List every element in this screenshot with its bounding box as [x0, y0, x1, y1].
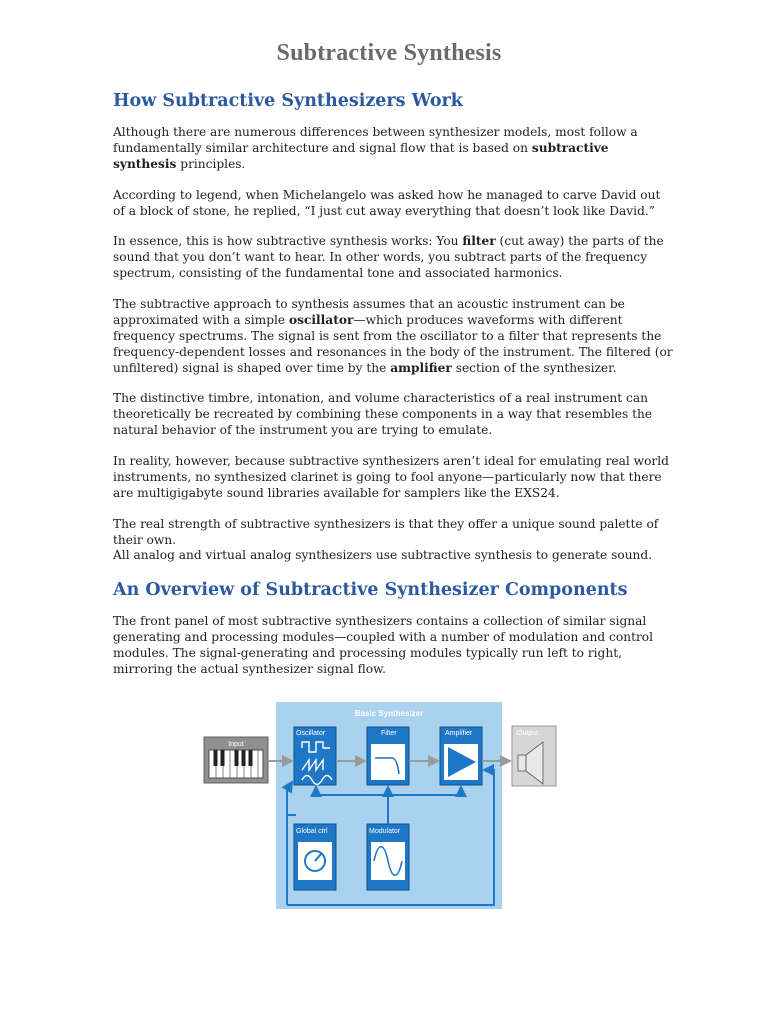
paragraph-9: The front panel of most subtractive synthesizers contains a collection of similar signal generating and processing modules—coupled with a number of modulation and control modules. The signal-generating and processing modules typically run left to right, mirroring the actual synthesizer signal flow.	[113, 614, 654, 676]
page-title: Subtractive Synthesis	[276, 40, 502, 66]
global-ctrl-label: Global ctrl	[296, 828, 328, 835]
oscillator-label: Oscillator	[296, 730, 326, 737]
paragraph-3: In essence, this is how subtractive synthesis works: You filter (cut away) the parts of the sound that you don’t want to hear. In other words, you subtract parts of the frequency spectrum, consisting of the fundamental tone and associated harmonics.	[113, 234, 664, 280]
input-label: Input	[228, 741, 244, 748]
modulator-label: Modulator	[369, 828, 401, 835]
paragraph-5: The distinctive timbre, intonation, and volume characteristics of a real instrument can theoretically be recreated by combining these components in a way that resembles the natural behavior of the instrument you are trying to emulate.	[113, 391, 653, 437]
keyboard-icon	[209, 750, 263, 778]
paragraph-7: The real strength of subtractive synthesizers is that they offer a unique sound palette of their own.	[113, 517, 659, 547]
paragraph-8: All analog and virtual analog synthesizers use subtractive synthesis to generate sound.	[113, 548, 653, 562]
section-heading-how-it-works: How Subtractive Synthesizers Work	[113, 91, 463, 111]
filter-label: Filter	[381, 730, 397, 737]
sine-wave-icon	[371, 842, 405, 880]
paragraph-2: According to legend, when Michelangelo was asked how he managed to carve David out of a block of stone, he replied, “I just cut away everything that doesn’t look like David.”	[113, 188, 661, 218]
knob-icon	[298, 842, 332, 880]
amplifier-icon	[444, 744, 478, 780]
paragraph-4: The subtractive approach to synthesis assumes that an acoustic instrument can be approximated with a simple oscillator—which produces waveforms with different frequency spectrums. The signal is sent from the oscillator to a filter that represents the frequency-dependent losses and resonances in the body of the instrument. The filtered (or unfiltered) signal is shaped over time by the amplifier section of the synthesizer.	[113, 297, 673, 375]
amplifier-label: Amplifier	[445, 730, 473, 737]
section-heading-overview: An Overview of Subtractive Synthesizer Components	[113, 580, 628, 600]
paragraph-6: In reality, however, because subtractive synthesizers aren’t ideal for emulating real world instruments, no synthesized clarinet is going to fool anyone—particularly now that there are multigigabyte sound libraries available for samplers like the EXS24.	[113, 454, 669, 500]
output-label: Output	[517, 730, 539, 737]
diagram-title: Basic Synthesizer	[354, 709, 424, 718]
paragraph-1: Although there are numerous differences between synthesizer models, most follow a fundamentally similar architecture and signal flow that is based on subtractive synthesis principles.	[113, 125, 638, 171]
filter-curve-icon	[371, 744, 405, 780]
